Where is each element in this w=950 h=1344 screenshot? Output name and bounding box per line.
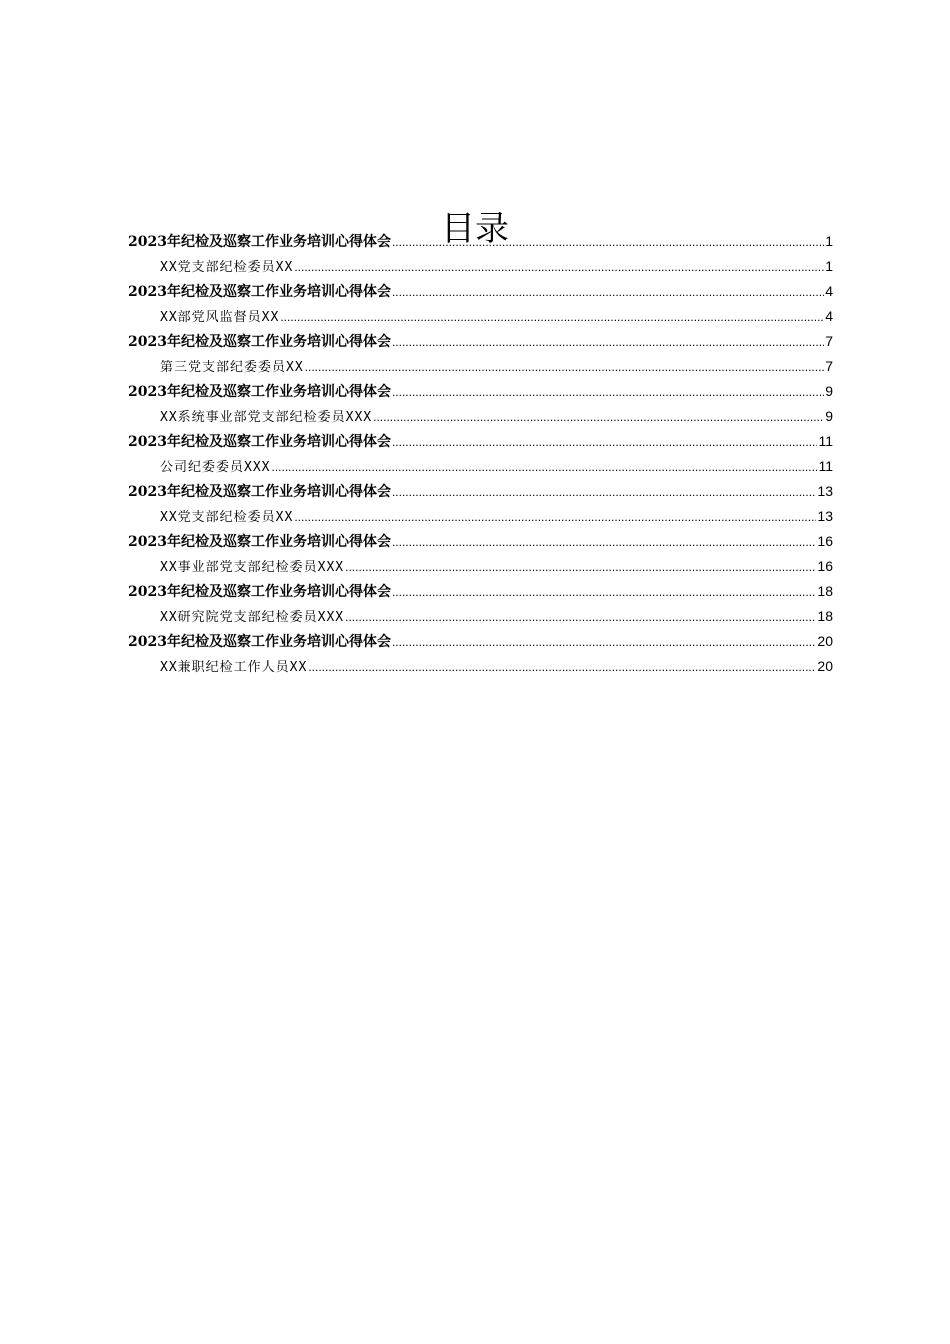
toc-page-number: 9 — [825, 408, 833, 424]
toc-page-number: 20 — [817, 658, 833, 674]
toc-entry-subheading[interactable] — [128, 454, 833, 479]
toc-entry-heading[interactable] — [128, 279, 833, 304]
toc-entry-subheading[interactable] — [128, 554, 833, 579]
toc-entry-text: 公司纪委委员XXX — [160, 460, 271, 475]
toc-dot-leader — [392, 430, 817, 455]
toc-dot-leader — [392, 280, 824, 305]
toc-dot-leader — [280, 305, 824, 330]
toc-page-number: 16 — [817, 533, 833, 549]
toc-page-number: 4 — [825, 283, 833, 299]
toc-page-number: 1 — [825, 233, 833, 249]
toc-entry-text: XX兼职纪检工作人员XX — [160, 660, 308, 675]
toc-page-number: 7 — [825, 333, 833, 349]
toc-dot-leader — [345, 555, 816, 580]
toc-entry-heading[interactable] — [128, 579, 833, 604]
toc-entry-subheading[interactable] — [128, 354, 833, 379]
toc-entry-text: XX研究院党支部纪检委员XXX — [160, 610, 345, 625]
toc-entry-text: 2023年纪检及巡察工作业务培训心得体会 — [128, 384, 391, 400]
toc-entry-heading[interactable] — [128, 429, 833, 454]
toc-dot-leader — [392, 230, 824, 255]
toc-page-number: 16 — [817, 558, 833, 574]
toc-entry-heading[interactable] — [128, 329, 833, 354]
toc-entry-text: XX党支部纪检委员XX — [160, 260, 294, 275]
toc-dot-leader — [373, 405, 824, 430]
toc-page-number: 20 — [817, 633, 833, 649]
toc-entry-subheading[interactable] — [128, 304, 833, 329]
toc-entry-subheading[interactable] — [128, 254, 833, 279]
toc-dot-leader — [392, 630, 816, 655]
toc-entry-heading[interactable] — [128, 529, 833, 554]
toc-entry-subheading[interactable] — [128, 404, 833, 429]
toc-entry-text: XX系统事业部党支部纪检委员XXX — [160, 410, 373, 425]
toc-page-number: 1 — [825, 258, 833, 274]
toc-dot-leader — [271, 455, 817, 480]
toc-entry-heading[interactable] — [128, 629, 833, 654]
toc-page-number: 11 — [818, 458, 833, 474]
toc-list — [128, 229, 833, 679]
toc-entry-text: 2023年纪检及巡察工作业务培训心得体会 — [128, 584, 391, 600]
toc-entry-text: XX部党风监督员XX — [160, 310, 280, 325]
toc-entry-text: 2023年纪检及巡察工作业务培训心得体会 — [128, 234, 391, 250]
toc-dot-leader — [308, 655, 816, 680]
toc-dot-leader — [345, 605, 816, 630]
toc-entry-text: 2023年纪检及巡察工作业务培训心得体会 — [128, 634, 391, 650]
toc-dot-leader — [294, 505, 816, 530]
toc-entry-text: 2023年纪检及巡察工作业务培训心得体会 — [128, 434, 391, 450]
toc-page-number: 18 — [817, 608, 833, 624]
toc-dot-leader — [392, 580, 816, 605]
toc-page-number: 7 — [825, 358, 833, 374]
toc-entry-heading[interactable] — [128, 379, 833, 404]
toc-page-number: 13 — [817, 483, 833, 499]
toc-entry-heading[interactable] — [128, 479, 833, 504]
toc-entry-subheading[interactable] — [128, 504, 833, 529]
toc-dot-leader — [392, 530, 816, 555]
toc-dot-leader — [294, 255, 824, 280]
toc-dot-leader — [392, 330, 824, 355]
toc-entry-text: 2023年纪检及巡察工作业务培训心得体会 — [128, 484, 391, 500]
toc-entry-text: XX党支部纪检委员XX — [160, 510, 294, 525]
toc-dot-leader — [392, 380, 824, 405]
toc-page-number: 4 — [825, 308, 833, 324]
toc-entry-heading[interactable] — [128, 229, 833, 254]
toc-entry-subheading[interactable] — [128, 654, 833, 679]
toc-entry-text: 2023年纪检及巡察工作业务培训心得体会 — [128, 284, 391, 300]
toc-entry-text: 第三党支部纪委委员XX — [160, 360, 304, 375]
toc-entry-text: 2023年纪检及巡察工作业务培训心得体会 — [128, 534, 391, 550]
toc-title: 目录 — [441, 208, 509, 249]
toc-page-number: 11 — [818, 433, 833, 449]
toc-page-number: 13 — [817, 508, 833, 524]
toc-page-number: 9 — [825, 383, 833, 399]
toc-page-number: 18 — [817, 583, 833, 599]
toc-dot-leader — [392, 480, 816, 505]
toc-dot-leader — [305, 355, 825, 380]
toc-entry-text: 2023年纪检及巡察工作业务培训心得体会 — [128, 334, 391, 350]
toc-entry-text: XX事业部党支部纪检委员XXX — [160, 560, 345, 575]
toc-entry-subheading[interactable] — [128, 604, 833, 629]
